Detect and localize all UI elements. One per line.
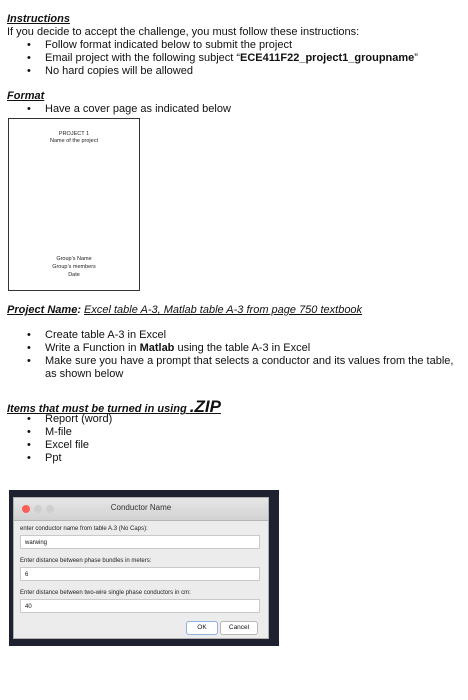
field-label: Enter distance between two-wire single phase conductors in cm: xyxy=(20,590,191,596)
list-item: • Excel file xyxy=(7,439,462,452)
cover-page-sample xyxy=(8,118,140,291)
dialog-titlebar xyxy=(14,498,268,521)
cover-project-number: PROJECT 1 xyxy=(58,131,90,137)
conductor-name-input[interactable]: warwing xyxy=(20,535,260,549)
format-heading: Format xyxy=(7,90,45,102)
project-name-label: Project Name xyxy=(7,304,78,316)
list-item: • Make sure you have a prompt that selects a conductor and its values from the table, as shown below xyxy=(7,355,462,381)
ok-button[interactable]: OK xyxy=(186,621,218,635)
list-item: • Follow format indicated below to submit the project xyxy=(7,39,462,52)
instructions-intro: If you decide to accept the challenge, you must follow these instructions: xyxy=(7,26,360,38)
list-item: • Ppt xyxy=(7,452,462,465)
phase-distance-input[interactable]: 6 xyxy=(20,567,260,581)
list-item: • M-file xyxy=(7,426,462,439)
dialog-title: Conductor Name xyxy=(110,503,172,512)
cover-group-name: Group’s Name xyxy=(56,256,92,262)
cover-project-name: Name of the project xyxy=(50,138,98,144)
matlab-keyword: Matlab xyxy=(139,342,175,354)
conductor-distance-input[interactable]: 40 xyxy=(20,599,260,613)
field-label: enter conductor name from table A.3 (No Caps): xyxy=(20,526,148,532)
list-item: • Write a Function in Matlab using the table A-3 in Excel xyxy=(7,342,462,355)
project-name-value: Excel table A-3, Matlab table A-3 from page 750 textbook xyxy=(84,304,363,316)
project-name-line: Project Name: Excel table A-3, Matlab table A-3 from page 750 textbook xyxy=(7,304,363,316)
list-item: • Report (word) xyxy=(7,413,462,426)
field-label: Enter distance between phase bundles in meters: xyxy=(20,558,152,564)
list-item: • Create table A-3 in Excel xyxy=(7,329,462,342)
list-item: • Have a cover page as indicated below xyxy=(7,103,462,116)
cancel-button[interactable]: Cancel xyxy=(220,621,258,635)
format-list xyxy=(7,103,462,116)
list-item: • Email project with the following subject “ECE411F22_project1_groupname” xyxy=(7,52,462,65)
list-item: • No hard copies will be allowed xyxy=(7,65,462,78)
dialog-screenshot xyxy=(9,490,279,646)
project-list xyxy=(7,329,462,381)
turn-in-list xyxy=(7,413,462,465)
instructions-list xyxy=(7,39,462,78)
cover-group-members: Group’s members xyxy=(52,264,96,270)
cover-date: Date xyxy=(68,272,80,278)
conductor-dialog xyxy=(13,497,269,639)
instructions-heading: Instructions xyxy=(7,13,70,25)
zip-label: .ZIP xyxy=(189,397,221,416)
email-subject: ECE411F22_project1_groupname xyxy=(240,52,415,64)
turn-in-heading: Items that must be turned in using .ZIP xyxy=(7,397,221,416)
